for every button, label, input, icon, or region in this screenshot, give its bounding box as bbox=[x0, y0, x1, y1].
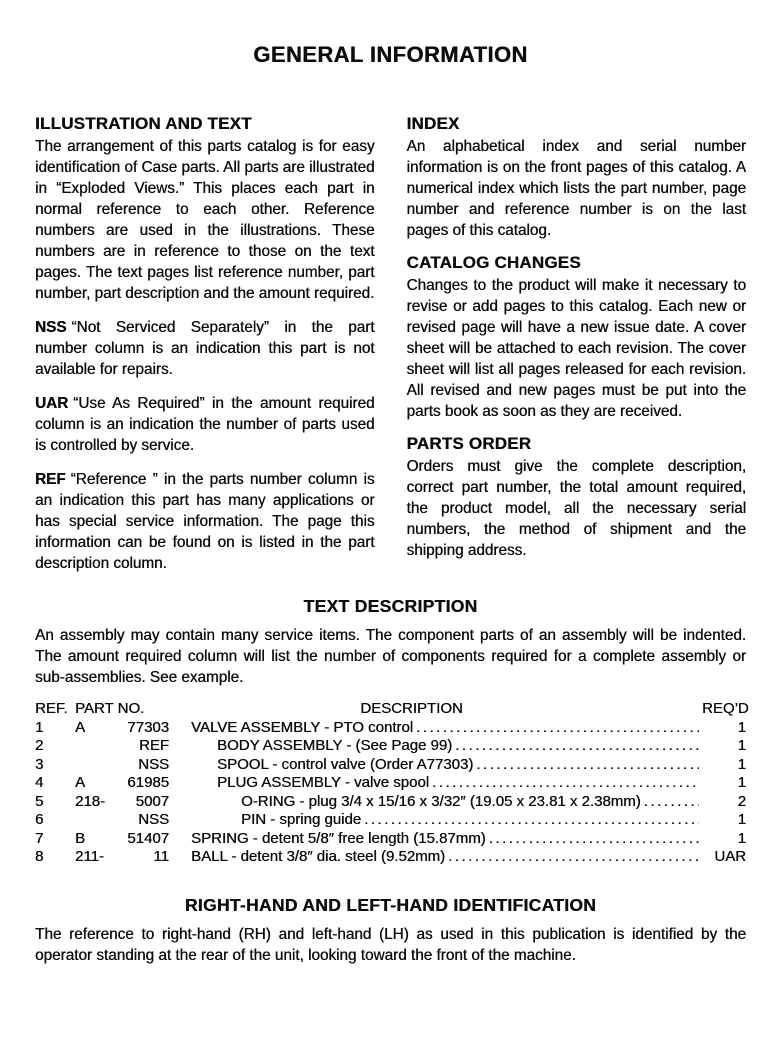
ref-term-text: “Reference ” in the parts number column is an indication this part has many applications or has special service information. The page this information can be found on is listed in the part description column. bbox=[35, 471, 375, 572]
cell-prefix: 211- bbox=[75, 848, 104, 865]
cell-description: SPOOL - control valve (Order A77303) ..... bbox=[191, 756, 702, 775]
text-description-section bbox=[35, 596, 746, 688]
cell-reqd: 1 bbox=[737, 811, 746, 828]
cell-ref: 1 bbox=[35, 718, 44, 736]
cell-part: NSS bbox=[138, 755, 169, 773]
dot-leader bbox=[489, 830, 699, 849]
cell-part: 77303 bbox=[127, 718, 169, 736]
cell-description: BODY ASSEMBLY - (See Page 99) ..... bbox=[191, 737, 702, 756]
table-row bbox=[35, 848, 746, 867]
ref-definition bbox=[35, 469, 375, 574]
table-row bbox=[35, 830, 746, 849]
cell-ref: 8 bbox=[35, 848, 44, 865]
table-row bbox=[35, 737, 746, 756]
catalog-changes-section bbox=[407, 253, 747, 422]
cell-prefix: A bbox=[75, 718, 86, 736]
table-row bbox=[35, 811, 746, 830]
index-section bbox=[407, 114, 747, 241]
table-row bbox=[35, 793, 746, 812]
dot-leader bbox=[416, 719, 699, 738]
dot-leader bbox=[364, 811, 699, 830]
two-column-area bbox=[35, 114, 746, 574]
cell-ref: 4 bbox=[35, 774, 44, 791]
illustration-and-text-intro: The arrangement of this parts catalog is for easy identification of Case parts. All parts are illustrated in “Exploded Views.” This places each part in normal reference to each other. Reference numbers are used in the illustrations. These numbers are in reference to those on the text pages. The text pages list reference number, part number, part description and the amount required. bbox=[35, 138, 375, 302]
dot-leader bbox=[476, 756, 699, 775]
dot-leader bbox=[644, 793, 699, 812]
cell-description: O-RING - plug 3/4 x 15/16 x 3/32″ (19.05 x 23.81 x 2.38mm) ..... bbox=[191, 793, 702, 812]
catalog-changes-heading: CATALOG CHANGES bbox=[406, 253, 581, 272]
dot-leader bbox=[455, 737, 699, 756]
cell-part: 5007 bbox=[135, 792, 169, 810]
catalog-changes-text: Changes to the product will make it necessary to revise or add pages to this catalog. Each new or revised page will have a new issue date. A cover sheet will be attached to each revision. The cover sheet will list all pages released for each revision. All revised and new pages must be put into the parts book as soon as they are received. bbox=[406, 277, 746, 420]
cell-description: SPRING - detent 5/8″ free length (15.87mm) ..... bbox=[191, 830, 702, 849]
header-reqd: REQ’D bbox=[702, 700, 749, 717]
nss-term-text: “Not Serviced Separately” in the part number column is an indication this part is not available for repairs. bbox=[35, 319, 375, 378]
cell-part: REF bbox=[139, 737, 169, 754]
text-description-heading: TEXT DESCRIPTION bbox=[303, 596, 478, 616]
table-row bbox=[35, 756, 746, 775]
cell-ref: 2 bbox=[35, 737, 44, 754]
rh-lh-text: The reference to right-hand (RH) and left-hand (LH) as used in this publication is identified by the operator standing at the rear of the unit, looking toward the front of the machine. bbox=[35, 925, 746, 964]
cell-description: PIN - spring guide ..... bbox=[191, 811, 702, 830]
cell-prefix: B bbox=[75, 829, 86, 847]
rh-lh-heading: RIGHT-HAND AND LEFT-HAND IDENTIFICATION bbox=[184, 894, 597, 915]
cell-description: PLUG ASSEMBLY - valve spool ..... bbox=[191, 774, 702, 793]
header-part-no: PART NO. bbox=[75, 700, 145, 717]
nss-term-label: NSS bbox=[35, 319, 67, 336]
column-illustration-and-text bbox=[35, 114, 375, 574]
index-heading: INDEX bbox=[406, 114, 460, 133]
cell-prefix: 218- bbox=[75, 792, 106, 810]
rh-lh-identification-section bbox=[35, 895, 746, 966]
cell-reqd: 1 bbox=[737, 755, 746, 773]
cell-description: VALVE ASSEMBLY - PTO control ..... bbox=[191, 719, 702, 738]
cell-prefix: A bbox=[75, 774, 86, 791]
text-description-text: An assembly may contain many service items. The component parts of an assembly will be indented. The amount required column will list the number of components required for a complete assembly or sub-assemblies. See example. bbox=[35, 627, 746, 686]
cell-part: 61985 bbox=[127, 774, 169, 791]
index-text: An alphabetical index and serial number information is on the front pages of this catalog. A numerical index which lists the part number, page number and reference number is on the last pages of this catalog. bbox=[406, 138, 746, 239]
table-row bbox=[35, 719, 746, 738]
cell-ref: 5 bbox=[35, 792, 44, 810]
cell-part: 11 bbox=[153, 848, 169, 865]
parts-table-header bbox=[35, 700, 749, 719]
catalog-page bbox=[0, 42, 772, 966]
cell-ref: 6 bbox=[35, 811, 44, 828]
cell-ref: 3 bbox=[35, 755, 44, 773]
table-row bbox=[35, 774, 746, 793]
column-index-changes-order bbox=[407, 114, 747, 574]
cell-part: 51407 bbox=[127, 829, 169, 847]
cell-reqd: 2 bbox=[737, 792, 746, 810]
nss-definition bbox=[35, 317, 375, 380]
parts-order-heading: PARTS ORDER bbox=[406, 434, 532, 453]
cell-reqd: 1 bbox=[737, 774, 746, 791]
parts-order-text: Orders must give the complete description, correct part number, the total amount required, the product model, all the necessary serial numbers, the method of shipment and the shipping address. bbox=[406, 458, 746, 559]
header-ref: REF. bbox=[35, 700, 68, 717]
page-title: GENERAL INFORMATION bbox=[253, 42, 528, 67]
ref-term-label: REF bbox=[35, 471, 66, 488]
cell-reqd: 1 bbox=[737, 737, 746, 754]
uar-definition bbox=[35, 393, 375, 456]
cell-reqd: 1 bbox=[737, 829, 746, 847]
parts-order-section bbox=[407, 434, 747, 561]
illustration-and-text-heading: ILLUSTRATION AND TEXT bbox=[35, 114, 252, 133]
uar-term-text: “Use As Required” in the amount required column is an indication the number of parts used is controlled by service. bbox=[35, 395, 375, 454]
example-parts-table bbox=[35, 700, 749, 867]
dot-leader bbox=[448, 848, 699, 867]
cell-reqd: UAR bbox=[714, 848, 746, 865]
cell-reqd: 1 bbox=[737, 718, 746, 736]
uar-term-label: UAR bbox=[35, 395, 69, 412]
dot-leader bbox=[432, 774, 699, 793]
cell-part: NSS bbox=[138, 811, 169, 828]
cell-ref: 7 bbox=[35, 829, 44, 847]
cell-description: BALL - detent 3/8″ dia. steel (9.52mm) ..... bbox=[191, 848, 702, 867]
header-description: DESCRIPTION bbox=[360, 700, 463, 717]
